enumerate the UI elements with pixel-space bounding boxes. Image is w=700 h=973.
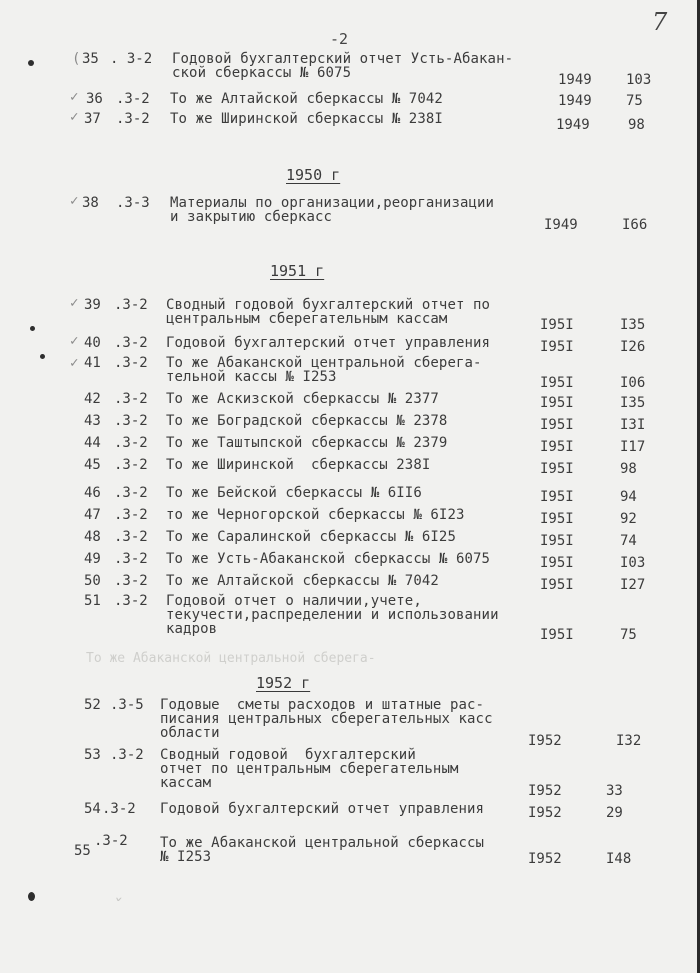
entry-code: .3-2 [114,435,148,451]
entry-sheets: 98 [628,117,645,133]
entry-sheets: I17 [620,439,646,455]
faded-deleted-line: То же Абаканской центральной сберега- [86,651,376,666]
entry-code: .3-2 [94,833,128,849]
entry-year: I95I [540,339,574,355]
entry-number: 37 [84,111,101,127]
entry-description: Годовые сметы расходов и штатные рас- писания центральных сберегательных касс области [160,697,493,741]
entry-code: .3-2 [114,485,148,501]
entry-description: То же Саралинской сберкассы № 6I25 [166,529,456,545]
page-number: -2 [330,30,349,48]
entry-code: .3-2 [110,747,144,763]
entry-description: Годовой бухгалтерский отчет Усть-Абакан- ской сберкассы № 6075 [172,51,514,81]
entry-description: То же Ширинской сберкассы 238I [166,457,431,473]
entry-description: То же Усть-Абаканской сберкассы № 6075 [166,551,491,567]
entry-number: 54 [84,801,101,817]
entry-code: .3-3 [116,195,150,211]
section-heading-1952: 1952 г [256,674,311,692]
entry-number: 46 [84,485,101,501]
check-mark: ✓ [70,193,79,209]
entry-sheets: I66 [622,217,648,233]
entry-number: 51 [84,593,101,609]
entry-year: I95I [540,395,574,411]
entry-number: 35 [82,51,99,67]
entry-number: 41 [84,355,101,371]
entry-description: Годовой бухгалтерский отчет управления [166,335,491,351]
section-heading-1950: 1950 г [286,166,341,184]
entry-number: 36 [86,91,103,107]
entry-code: .3-2 [114,529,148,545]
entry-sheets: 74 [620,533,637,549]
entry-sheets: 98 [620,461,637,477]
entry-sheets: I3I [620,417,646,433]
entry-number: 43 [84,413,101,429]
entry-number: 39 [84,297,101,313]
ink-mark [28,892,35,901]
entry-year: I95I [540,511,574,527]
entry-year: I95I [540,533,574,549]
entry-sheets: 33 [606,783,623,799]
entry-code: .3-2 [114,297,148,313]
entry-sheets: I27 [620,577,646,593]
entry-year: I952 [528,733,562,749]
entry-description: То же Таштыпской сберкассы № 2379 [166,435,448,451]
ink-mark [30,326,35,331]
entry-year: I95I [540,627,574,643]
entry-year: I95I [540,489,574,505]
entry-code: .3-2 [114,413,148,429]
entry-number: 53 [84,747,101,763]
entry-description: то же Черногорской сберкассы № 6I23 [166,507,465,523]
entry-description: То же Абаканской центральной сберкассы № I253 [160,835,485,865]
entry-number: 42 [84,391,101,407]
check-mark: ✓ [70,109,79,125]
ink-mark [40,354,45,359]
entry-number: 47 [84,507,101,523]
entry-sheets: 94 [620,489,637,505]
entry-sheets: I26 [620,339,646,355]
entry-description: То же Алтайской сберкассы № 7042 [170,91,443,107]
entry-description: То же Алтайской сберкассы № 7042 [166,573,439,589]
entry-sheets: I32 [616,733,642,749]
entry-sheets: I35 [620,317,646,333]
entry-sheets: I35 [620,395,646,411]
entry-year: I949 [544,217,578,233]
entry-year: I952 [528,783,562,799]
entry-year: I952 [528,851,562,867]
entry-code: .3-2 [116,91,150,107]
entry-number: 50 [84,573,101,589]
entry-year: I95I [540,439,574,455]
entry-sheets: I06 [620,375,646,391]
entry-code: .3-2 [114,507,148,523]
entry-description: Сводный годовой бухгалтерский отчет по центральным сберегательным кассам [160,747,459,791]
entry-code: .3-2 [114,355,148,371]
entry-number: 48 [84,529,101,545]
entry-number: 45 [84,457,101,473]
entry-number: 40 [84,335,101,351]
check-mark: ✓ [70,295,79,311]
entry-description: Сводный годовой бухгалтерский отчет по центральным сберегательным кассам [166,297,491,327]
entry-year: 1949 [556,117,590,133]
entry-year: I95I [540,375,574,391]
entry-description: То же Ширинской сберкассы № 238I [170,111,443,127]
entry-code: .3-2 [114,573,148,589]
entry-code: . 3-2 [110,51,153,67]
entry-description: То же Бейской сберкассы № 6II6 [166,485,422,501]
check-mark: ✓ [70,355,79,371]
entry-sheets: 75 [626,93,643,109]
entry-sheets: I03 [620,555,646,571]
entry-code: .3-2 [114,391,148,407]
entry-number: 52 [84,697,101,713]
entry-description: Материалы по организации,реорганизации и закрытию сберкасс [170,195,495,225]
entry-code: .3-5 [110,697,144,713]
entry-description: То же Боградской сберкассы № 2378 [166,413,448,429]
entry-year: 1949 [558,93,592,109]
entry-description: То же Абаканской центральной сберега- тельной кассы № I253 [166,355,482,385]
entry-year: I95I [540,461,574,477]
entry-year: 1949 [558,72,592,88]
entry-number: 55 [74,843,91,859]
entry-sheets: 29 [606,805,623,821]
entry-description: Годовой бухгалтерский отчет управления [160,801,485,817]
entry-year: I95I [540,417,574,433]
pencil-scribble: ˇ [112,896,123,917]
entry-year: I952 [528,805,562,821]
entry-code: .3-2 [102,801,136,817]
corner-mark: 7 [652,8,668,36]
entry-description: Годовой отчет о наличии,учете, текучести,распределении и использовании кадров [166,593,499,637]
entry-code: .3-2 [116,111,150,127]
entry-year: I95I [540,317,574,333]
entry-number: 49 [84,551,101,567]
entry-code: .3-2 [114,335,148,351]
entry-sheets: I48 [606,851,632,867]
entry-sheets: 92 [620,511,637,527]
entry-year: I95I [540,577,574,593]
entry-sheets: 103 [626,72,652,88]
check-mark: ( [72,51,81,67]
check-mark: ✓ [70,333,79,349]
ink-mark [28,60,34,66]
entry-number: 38 [82,195,99,211]
entry-sheets: 75 [620,627,637,643]
entry-description: То же Аскизской сберкассы № 2377 [166,391,439,407]
entry-code: .3-2 [114,551,148,567]
entry-code: .3-2 [114,593,148,609]
section-heading-1951: 1951 г [270,262,325,280]
check-mark: ✓ [70,89,79,105]
entry-code: .3-2 [114,457,148,473]
entry-number: 44 [84,435,101,451]
entry-year: I95I [540,555,574,571]
